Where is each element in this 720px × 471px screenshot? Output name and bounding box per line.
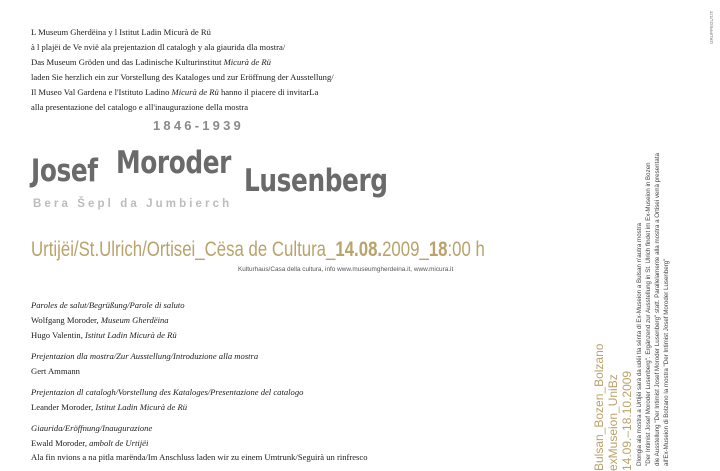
intro-line-5-end: hanno il piacere di invitarLa	[218, 87, 319, 97]
program-speaker	[31, 364, 411, 379]
title-middle-name: Moroder	[116, 145, 231, 181]
years-label: 1846-1939	[153, 118, 244, 133]
speaker-role: Museum Gherdëina	[100, 315, 169, 325]
program-heading: Prejentazion dl catalogh/Vorstellung des Kataloges/Presentazione del catalogo	[31, 387, 304, 397]
title-first-name: Josef	[31, 153, 98, 189]
speaker-name: Leander Moroder,	[31, 402, 96, 412]
event-venue-date	[31, 238, 485, 262]
speaker-name: Gert Ammann	[31, 366, 80, 376]
program	[31, 298, 411, 457]
intro-line-4: laden Sie herzlich ein zur Vorstellung des Kataloges und zur Eröffnung der Ausstellung/	[31, 72, 334, 82]
subtitle: Bera Šepl da Jumbierch	[33, 198, 233, 210]
program-section	[31, 349, 411, 379]
intro-line-2: à l plajëi de Ve nvië ala prejentazion dl catalogh y ala giaurida dla mostra/	[31, 42, 286, 52]
event-date: 14.08.	[335, 238, 383, 261]
invitation-intro	[31, 25, 451, 115]
program-section	[31, 385, 411, 415]
vertical-note-line: all'Ex-Museion di Bolzano la mostra "Der Intimist Josef Moroder Lusenberg"	[663, 258, 670, 466]
intro-line-6: alla presentazione del catalogo e all'inaugurazione della mostra	[31, 102, 249, 112]
program-heading: Paroles de salut/Begrüßung/Parole di saluto	[31, 300, 185, 310]
program-speaker	[31, 400, 411, 415]
intro-line-5-institute: Micurà de Rü	[171, 87, 219, 97]
program-section	[31, 298, 411, 343]
intro-line-3-text: Das Museum Gröden und das Ladinische Kulturinstitut	[31, 57, 224, 67]
closing-note: Ala fin nvions a na pitla marënda/Im Anschluss laden wir zu einem Umtrunk/Seguirà un rinfresco	[31, 452, 368, 462]
program-speaker	[31, 313, 411, 328]
intro-line-5	[31, 85, 451, 100]
intro-line-5-text: Il Museo Val Gardena e l'Istituto Ladino	[31, 87, 172, 97]
program-section	[31, 421, 411, 451]
speaker-name: Ewald Moroder,	[31, 438, 90, 448]
vertical-note-line: die Ausstellung "Der Intimist Josef Moroder Lusenberg" statt. Parallelamente alla mostra a Ortisei verrà presentata	[654, 153, 661, 466]
title-last-name: Lusenberg	[244, 163, 388, 199]
vertical-venue: exMuseion_UniBz	[606, 374, 620, 471]
intro-line-3-institute: Micurà de Rü	[223, 57, 271, 67]
speaker-role: Istitut Ladin Micurà de Rü	[95, 402, 187, 412]
contact-info: Kulturhaus/Casa della cultura, info www.museumgherdeina.it, www.micura.it	[238, 266, 454, 273]
vertical-dates: 14.09.–18.10.2009	[620, 370, 634, 471]
intro-line-3	[31, 55, 451, 70]
design-credit: GRUPPEGUT.IT	[709, 10, 714, 44]
vertical-note-line: "Der Intimist Josef Moroder Lusenberg". Ergänzend zur Ausstellung in St. Ulrich findet im Ex-Museion in Bozen	[645, 162, 652, 466]
vertical-note-line: Dlongia ala mostra a Urtijëi sarà da udëi tla sënta dl Ex-Museion a Bulsan n'autra mostra	[636, 223, 643, 466]
program-speaker	[31, 328, 411, 343]
event-year: 2009_	[382, 238, 429, 261]
intro-line-1: L Museum Gherdëina y l Istitut Ladin Micurà de Rü	[31, 27, 211, 37]
program-heading: Prejentazion dla mostra/Zur Ausstellung/Introduzione alla mostra	[31, 351, 259, 361]
vertical-city: Bulsan_Bozen_Bolzano	[592, 343, 606, 471]
event-time-rest: :00 h	[447, 238, 485, 261]
event-hour: 18	[428, 238, 448, 261]
program-speaker	[31, 436, 411, 451]
speaker-role: Istitut Ladin Micurà de Rü	[85, 330, 177, 340]
speaker-role: ambolt de Urtijëi	[89, 438, 149, 448]
speaker-name: Hugo Valentin,	[31, 330, 86, 340]
event-place: Urtijëi/St.Ulrich/Ortisei_Cësa de Cultura_	[31, 238, 336, 261]
program-heading: Giaurida/Eröffnung/Inaugurazione	[31, 423, 153, 433]
speaker-name: Wolfgang Moroder,	[31, 315, 101, 325]
